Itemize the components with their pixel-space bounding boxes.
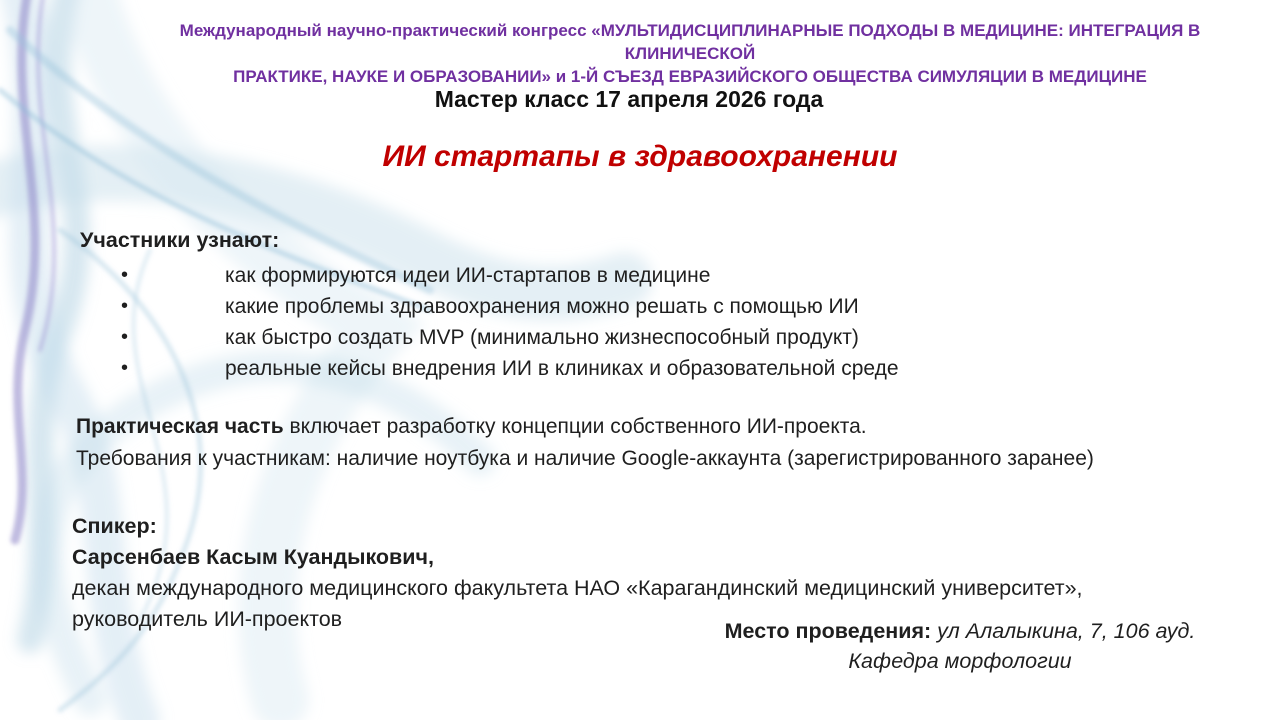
list-item-text: как быстро создать MVP (минимально жизнеспособный продукт) xyxy=(225,326,859,349)
bullet-icon: • xyxy=(121,295,129,317)
congress-header-line-1: Международный научно-практический конгресс «МУЛЬТИДИСЦИПЛИНАРНЫЕ ПОДХОДЫ В МЕДИЦИНЕ: ИНТЕГРАЦИЯ В КЛИНИЧЕСКОЙ xyxy=(179,21,1201,63)
venue-section xyxy=(700,616,1220,676)
participants-heading: Участники узнают: xyxy=(80,228,280,252)
venue-label: Место проведения: xyxy=(724,619,932,643)
participants-section xyxy=(80,228,899,384)
list-item xyxy=(80,353,899,384)
practical-part-section xyxy=(76,411,1094,475)
bullet-icon: • xyxy=(121,264,129,286)
bullet-icon: • xyxy=(121,326,129,348)
list-item-text: как формируются идеи ИИ-стартапов в медицине xyxy=(225,264,711,287)
speaker-label: Спикер: xyxy=(72,514,157,538)
congress-header-line-2: ПРАКТИКЕ, НАУКЕ И ОБРАЗОВАНИИ» и 1-Й СЪЕЗД ЕВРАЗИЙСКОГО ОБЩЕСТВА СИМУЛЯЦИИ В МЕДИЦИНЕ xyxy=(233,67,1147,86)
practical-part-rest: включает разработку концепции собственного ИИ-проекта. xyxy=(283,415,867,438)
list-item xyxy=(80,291,899,322)
speaker-name: Сарсенбаев Касым Куандыкович, xyxy=(72,545,434,569)
list-item xyxy=(80,322,899,353)
requirements-line: Требования к участникам: наличие ноутбука и наличие Google-аккаунта (зарегистрированного заранее) xyxy=(76,447,1094,470)
venue-line xyxy=(700,616,1220,646)
masterclass-date: Мастер класс 17 апреля 2026 года xyxy=(434,86,824,112)
venue-address: ул Алалыкина, 7, 106 ауд. xyxy=(931,619,1196,643)
list-item-text: какие проблемы здравоохранения можно решать с помощью ИИ xyxy=(225,295,859,318)
list-item xyxy=(80,260,899,291)
venue-department: Кафедра морфологии xyxy=(848,649,1072,673)
page-title: ИИ стартапы в здравоохранении xyxy=(382,140,898,173)
practical-part-line xyxy=(76,411,1094,443)
practical-part-lead: Практическая часть xyxy=(76,415,284,438)
list-item-text: реальные кейсы внедрения ИИ в клиниках и образовательной среде xyxy=(225,357,899,380)
speaker-role: руководитель ИИ-проектов xyxy=(72,607,343,631)
venue-department-line xyxy=(700,646,1220,676)
bullet-icon: • xyxy=(121,357,129,379)
speaker-position: декан международного медицинского факультета НАО «Карагандинский медицинский университет», xyxy=(72,576,1083,600)
congress-header xyxy=(126,19,1254,88)
